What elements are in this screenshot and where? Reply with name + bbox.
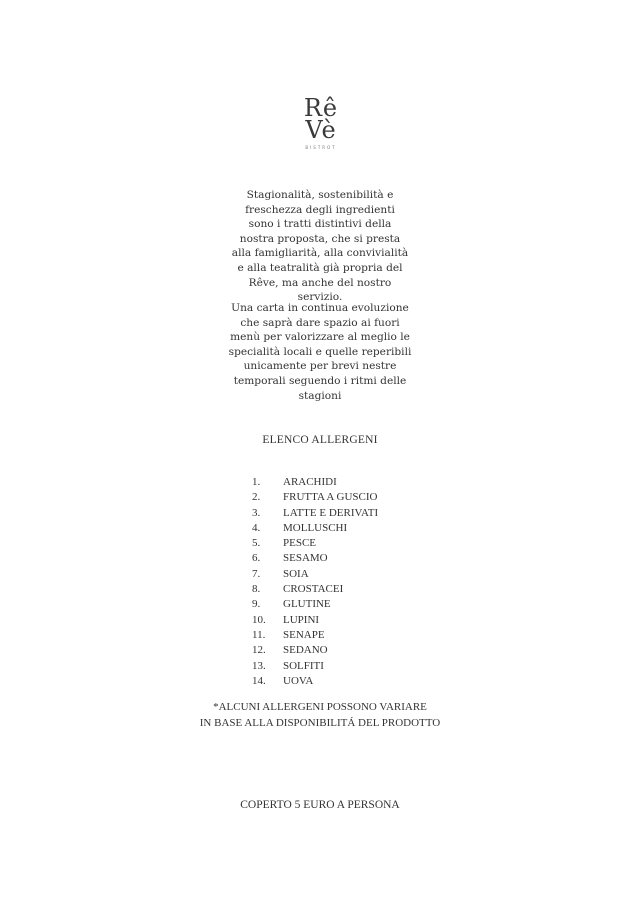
logo-line-1: Rê bbox=[303, 94, 339, 122]
item-label: LATTE E DERIVATI bbox=[283, 506, 379, 519]
item-label: FRUTTA A GUSCIO bbox=[283, 491, 378, 504]
cover-charge: COPERTO 5 EURO A PERSONA bbox=[240, 799, 400, 811]
text-line: unicamente per brevi nestre bbox=[243, 360, 397, 373]
list-item bbox=[252, 674, 378, 689]
text-line: alla famigliarità, alla convivialità bbox=[231, 247, 409, 260]
logo-line-2: Vè bbox=[305, 116, 337, 144]
list-item bbox=[252, 506, 378, 521]
logo-subtitle: BISTROT bbox=[305, 145, 337, 150]
list-item bbox=[252, 582, 378, 597]
item-number: 4. bbox=[252, 521, 261, 534]
item-label: SESAMO bbox=[283, 552, 328, 565]
list-item bbox=[252, 659, 378, 674]
allergens-heading: ELENCO ALLERGENI bbox=[262, 434, 378, 446]
item-number: 14. bbox=[252, 674, 266, 687]
item-number: 13. bbox=[252, 659, 266, 672]
list-item bbox=[252, 597, 378, 612]
item-label: UOVA bbox=[283, 674, 314, 687]
item-number: 1. bbox=[252, 476, 261, 488]
allergens-list bbox=[252, 475, 378, 689]
text-line: temporali seguendo i ritmi delle bbox=[233, 374, 407, 387]
text-line: stagioni bbox=[298, 389, 342, 402]
item-label: GLUTINE bbox=[283, 598, 331, 611]
list-item bbox=[252, 613, 378, 628]
text-line: sono i tratti distintivi della bbox=[248, 218, 392, 231]
text-line: freschezza degli ingredienti bbox=[245, 203, 395, 216]
item-number: 9. bbox=[252, 598, 261, 611]
item-label: PESCE bbox=[283, 537, 317, 550]
text-line: nostra proposta, che si presta bbox=[239, 232, 401, 245]
reve-bistrot-logo bbox=[296, 95, 346, 157]
item-label: LUPINI bbox=[283, 613, 320, 626]
intro-paragraph-2 bbox=[220, 301, 420, 403]
item-label: SOLFITI bbox=[283, 659, 324, 672]
list-item bbox=[252, 628, 378, 643]
item-number: 11. bbox=[252, 628, 266, 641]
text-line: menù per valorizzare al meglio le bbox=[230, 331, 410, 344]
text-line: servizio. bbox=[297, 291, 343, 304]
list-item bbox=[252, 521, 378, 536]
text-line: Rêve, ma anche del nostro bbox=[248, 276, 392, 289]
item-label: SENAPE bbox=[283, 628, 325, 641]
item-label: CROSTACEI bbox=[283, 583, 344, 596]
list-item bbox=[252, 551, 378, 566]
item-label: ARACHIDI bbox=[283, 476, 337, 488]
list-item bbox=[252, 643, 378, 658]
note-line: *ALCUNI ALLERGENI POSSONO VARIARE bbox=[213, 701, 427, 713]
text-line: che saprà dare spazio ai fuori bbox=[240, 316, 400, 329]
list-item bbox=[252, 567, 378, 582]
item-number: 7. bbox=[252, 567, 261, 580]
item-label: SEDANO bbox=[283, 644, 328, 657]
intro-paragraph-1 bbox=[220, 188, 420, 305]
item-number: 8. bbox=[252, 583, 261, 596]
note-line: IN BASE ALLA DISPONIBILITÁ DEL PRODOTTO bbox=[199, 717, 441, 729]
item-number: 5. bbox=[252, 537, 261, 550]
text-line: Stagionalità, sostenibilità e bbox=[246, 189, 394, 201]
text-line: specialità locali e quelle reperibili bbox=[228, 345, 412, 358]
item-label: SOIA bbox=[283, 567, 309, 580]
item-label: MOLLUSCHI bbox=[283, 521, 348, 534]
allergens-note bbox=[0, 699, 640, 731]
item-number: 6. bbox=[252, 552, 261, 565]
item-number: 3. bbox=[252, 506, 261, 519]
item-number: 10. bbox=[252, 613, 266, 626]
item-number: 2. bbox=[252, 491, 261, 504]
list-item bbox=[252, 490, 378, 505]
list-item bbox=[252, 536, 378, 551]
text-line: e alla teatralità già propria del bbox=[237, 261, 403, 274]
item-number: 12. bbox=[252, 644, 266, 657]
list-item bbox=[252, 475, 378, 490]
text-line: Una carta in continua evoluzione bbox=[231, 302, 409, 314]
